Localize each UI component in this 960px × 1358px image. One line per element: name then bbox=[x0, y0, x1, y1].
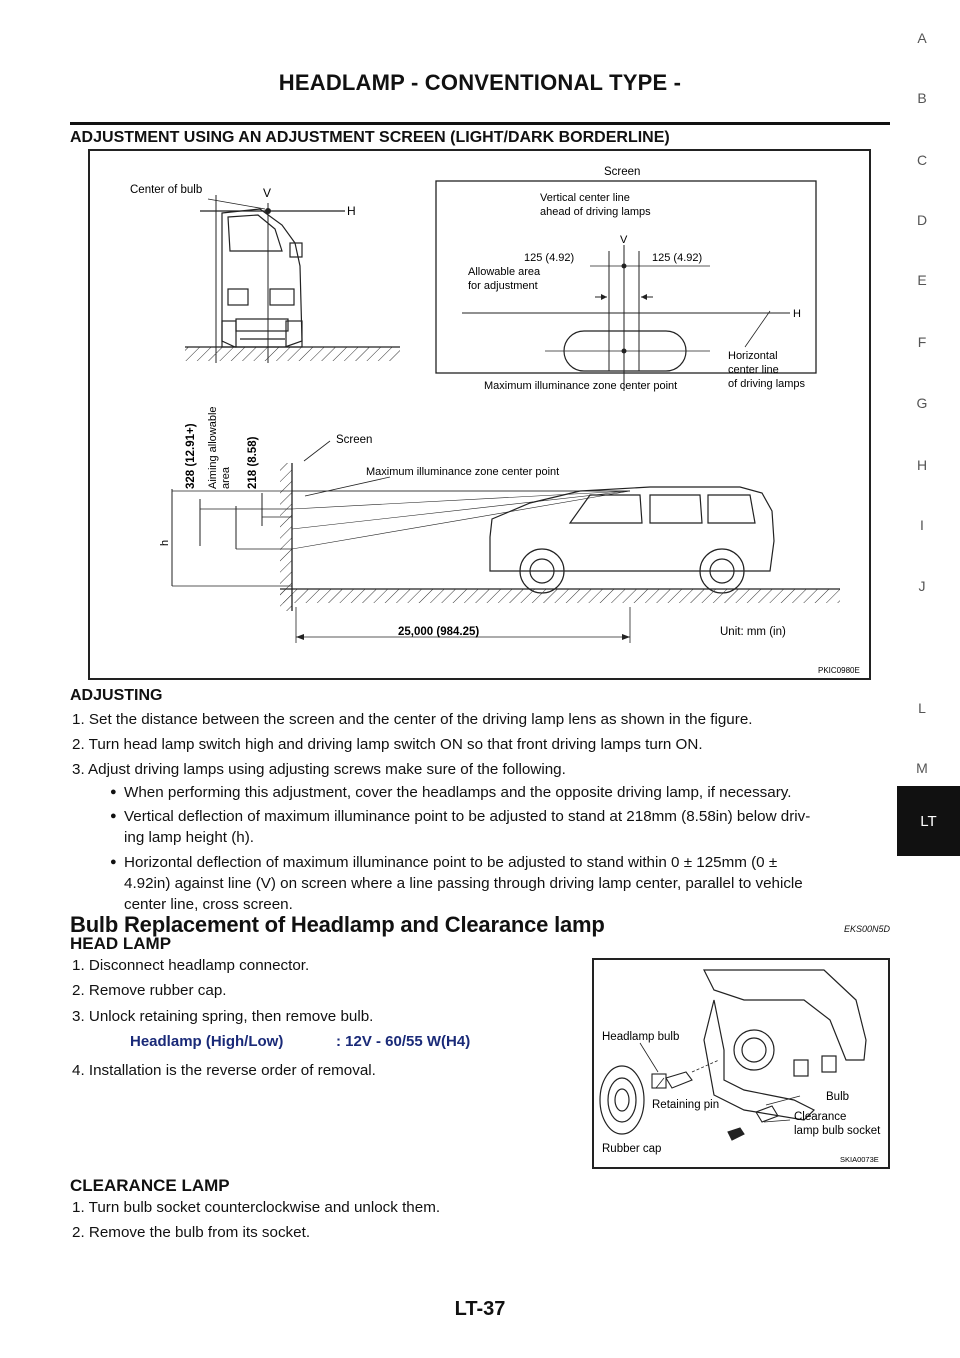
step-text: 3. Unlock retaining spring, then remove bulb. bbox=[72, 1008, 374, 1025]
front-view-car bbox=[222, 209, 302, 347]
label-vertical-line-1: Vertical center line bbox=[540, 192, 630, 204]
head-lamp-heading: HEAD LAMP bbox=[70, 934, 172, 953]
label-dim-left: 125 (4.92) bbox=[524, 252, 575, 264]
step-text: 3. Adjust driving lamps using adjusting screws make sure of the following. bbox=[72, 761, 566, 778]
label-dim-328: 328 (12.91+) bbox=[185, 423, 197, 489]
step-text: 1. Disconnect headlamp connector. bbox=[72, 957, 310, 974]
clearance-lamp-heading: CLEARANCE LAMP bbox=[70, 1176, 230, 1195]
label-horizontal-1: Horizontal bbox=[728, 350, 778, 362]
label-screen-side: Screen bbox=[336, 434, 373, 446]
headlamp-figure bbox=[592, 958, 890, 1169]
step-text: 2. Turn head lamp switch high and driving lamp switch ON so that front driving lamps turn ON. bbox=[72, 736, 703, 753]
label-dim-218: 218 (8.58) bbox=[247, 436, 259, 489]
side-index-letter[interactable]: D bbox=[916, 212, 928, 228]
section-heading: ADJUSTMENT USING AN ADJUSTMENT SCREEN (LIGHT/DARK BORDERLINE) bbox=[70, 129, 670, 146]
page-title: HEADLAMP - CONVENTIONAL TYPE - bbox=[278, 70, 682, 95]
label-clearance-2: lamp bulb socket bbox=[794, 1125, 881, 1137]
label-screen: Screen bbox=[604, 166, 641, 178]
side-index-letter[interactable]: B bbox=[917, 90, 927, 106]
figure-code: SKIA0073E bbox=[840, 1155, 879, 1164]
side-index-letter[interactable]: I bbox=[920, 517, 924, 533]
side-index-letter[interactable]: C bbox=[916, 152, 928, 168]
label-rubber-cap: Rubber cap bbox=[602, 1143, 662, 1155]
label-aiming-2: area bbox=[220, 466, 232, 489]
aiming-diagram bbox=[90, 151, 869, 678]
adjusting-heading: ADJUSTING bbox=[70, 687, 163, 704]
side-index-letter[interactable]: E bbox=[917, 272, 927, 288]
bulb-replacement-heading: Bulb Replacement of Headlamp and Clearance lamp bbox=[70, 912, 605, 937]
side-index-letter[interactable]: F bbox=[917, 334, 927, 350]
label-bulb: Bulb bbox=[826, 1091, 850, 1103]
label-distance: 25,000 (984.25) bbox=[398, 626, 480, 638]
figure-code: PKIC0980E bbox=[818, 666, 860, 675]
label-h: H bbox=[347, 204, 356, 218]
step-text: 1. Set the distance between the screen and the center of the driving lamp lens as shown in the figure. bbox=[72, 711, 753, 728]
spec-label: Headlamp (High/Low) bbox=[130, 1033, 284, 1050]
label-headlamp-bulb: Headlamp bulb bbox=[602, 1031, 680, 1043]
section-code: EKS00N5D bbox=[844, 924, 891, 934]
label-unit: Unit: mm (in) bbox=[720, 626, 786, 638]
bullet-dot-icon: ● bbox=[110, 810, 117, 822]
label-clearance-1: Clearance bbox=[794, 1111, 847, 1123]
bullet-item: ● Vertical deflection of maximum illuminance point to be adjusted to stand at 218mm (8.58in) below driv- ing lamp height (h). bbox=[110, 808, 811, 846]
side-index-letter[interactable]: M bbox=[916, 760, 928, 776]
headlamp-diagram bbox=[594, 960, 888, 1167]
side-index-letter[interactable]: H bbox=[916, 457, 928, 473]
label-allowable-1: Allowable area bbox=[468, 266, 541, 278]
label-retaining-pin: Retaining pin bbox=[652, 1099, 720, 1111]
side-view-car bbox=[490, 487, 774, 593]
label-dim-right: 125 (4.92) bbox=[652, 252, 703, 264]
label-v: V bbox=[263, 186, 272, 200]
side-index-letter[interactable]: L bbox=[918, 700, 926, 716]
step-text: 2. Remove rubber cap. bbox=[72, 982, 227, 999]
rubber-cap-part bbox=[600, 1066, 644, 1134]
label-allowable-2: for adjustment bbox=[468, 280, 538, 292]
step-text: 1. Turn bulb socket counterclockwise and unlock them. bbox=[72, 1199, 441, 1216]
label-horizontal-2: center line bbox=[728, 364, 779, 376]
bullet-item: ● When performing this adjustment, cover the headlamps and the opposite driving lamp, if necessary. bbox=[110, 784, 792, 801]
label-max-zone-side: Maximum illuminance zone center point bbox=[366, 466, 560, 478]
spec-value: : 12V - 60/55 W(H4) bbox=[336, 1033, 471, 1050]
label-max-zone-inset: Maximum illuminance zone center point bbox=[484, 380, 678, 392]
side-index-letter[interactable]: G bbox=[916, 395, 928, 411]
side-index-active-tab[interactable]: LT bbox=[897, 786, 960, 856]
label-h-small: h bbox=[159, 539, 171, 546]
bullet-item: ● Horizontal deflection of maximum illuminance point to be adjusted to stand within 0 ± 125mm (0 ± 4.92in) against line (V) on screen where a line passing through driving lamp center, parallel to vehicle center line, cross screen. bbox=[110, 854, 803, 913]
label-horizontal-3: of driving lamps bbox=[728, 378, 806, 390]
header-rule bbox=[70, 122, 890, 125]
step-text: 4. Installation is the reverse order of removal. bbox=[72, 1062, 376, 1079]
side-index-letter[interactable]: J bbox=[918, 578, 926, 594]
label-center-of-bulb: Center of bulb bbox=[130, 184, 203, 196]
label-h-inset: H bbox=[793, 308, 801, 320]
step-text: 2. Remove the bulb from its socket. bbox=[72, 1224, 311, 1241]
bullet-dot-icon: ● bbox=[110, 856, 117, 868]
label-aiming-1: Aiming allowable bbox=[207, 406, 219, 489]
aiming-figure bbox=[88, 149, 871, 680]
label-v-inset: V bbox=[620, 234, 628, 246]
page-number: LT-37 bbox=[454, 1298, 506, 1320]
bullet-dot-icon: ● bbox=[110, 786, 117, 798]
label-vertical-line-2: ahead of driving lamps bbox=[540, 206, 651, 218]
side-index-letter[interactable]: A bbox=[917, 30, 927, 46]
